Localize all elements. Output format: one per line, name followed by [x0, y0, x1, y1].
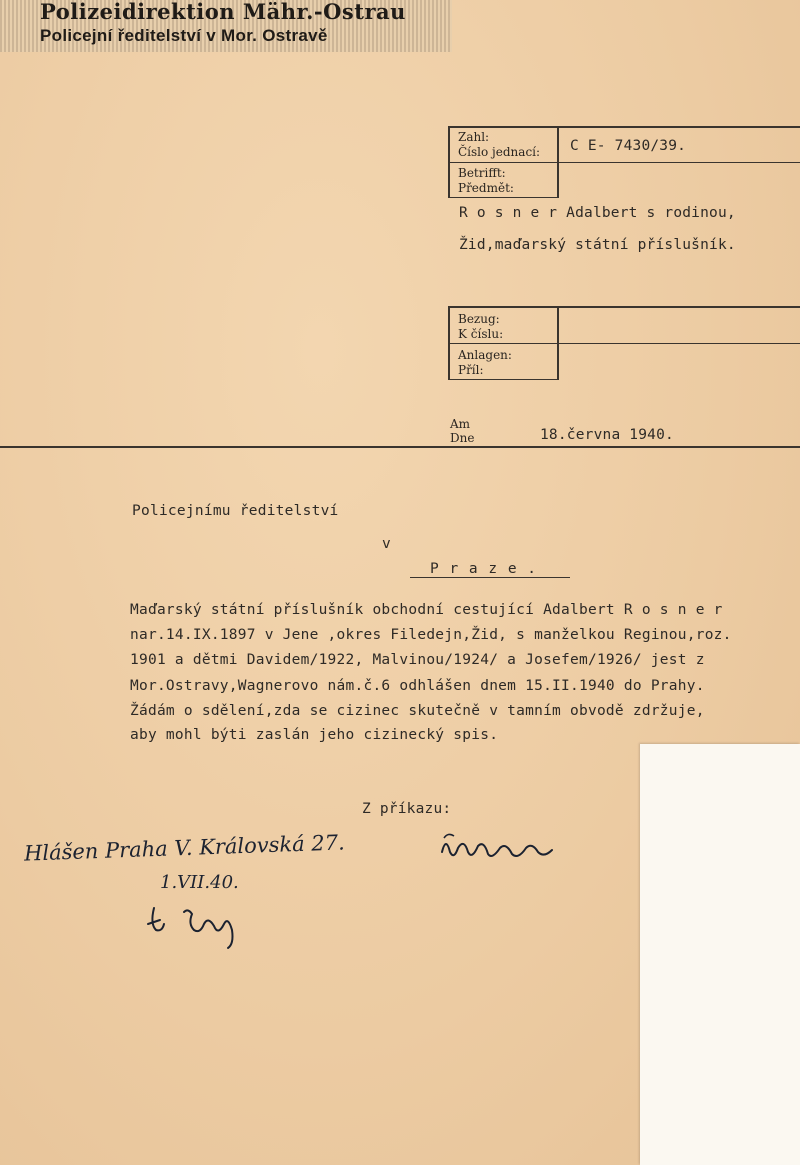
form-rule [448, 379, 558, 380]
body-line-1: Maďarský státní příslušník obchodní cestující Adalbert R o s n e r [130, 602, 723, 618]
form-rule [448, 126, 800, 128]
addressee-city: P r a z e . [430, 561, 538, 577]
date-label-de: Am [450, 417, 471, 431]
betrifft-label-de: Betrifft: [458, 166, 506, 180]
subject-line-2: Žid,maďarský státní příslušník. [459, 237, 736, 253]
form-rule [448, 197, 558, 198]
body-line-6: aby mohl býti zaslán jeho cizinecký spis. [130, 727, 499, 743]
addressee: Policejnímu ředitelství [132, 503, 339, 519]
betrifft-label-cz: Předmět: [458, 181, 514, 195]
initials-signature-icon [142, 890, 252, 950]
anlagen-label-de: Anlagen: [458, 348, 512, 362]
closing: Z příkazu: [362, 801, 452, 817]
date-label-cz: Dne [450, 431, 475, 445]
body-line-3: 1901 a dětmi Davidem/1922, Malvinou/1924/ a Josefem/1926/ jest z [130, 652, 705, 668]
body-line-4: Mor.Ostravy,Wagnerovo nám.č.6 odhlášen dnem 15.II.1940 do Prahy. [130, 678, 705, 694]
attached-paper-slip [640, 744, 800, 1165]
letterhead-line-czech: Policejní ředitelství v Mor. Ostravě [40, 26, 328, 45]
header-divider [0, 446, 800, 448]
document-date: 18.června 1940. [540, 427, 674, 443]
reference-number: C E- 7430/39. [570, 138, 687, 154]
anlagen-label-cz: Příl: [458, 363, 484, 377]
city-underline [410, 577, 570, 578]
handwritten-note-date: 1.VII.40. [160, 872, 239, 893]
subject-line-1: R o s n e r Adalbert s rodinou, [459, 205, 736, 221]
letterhead-stamp [0, 0, 452, 52]
body-line-2: nar.14.IX.1897 v Jene ,okres Filedejn,Žid, s manželkou Reginou,roz. [130, 627, 732, 643]
zahl-label-de: Zahl: [458, 130, 490, 144]
bezug-label-cz: K číslu: [458, 327, 504, 341]
handwritten-note: Hlášen Praha V. Královská 27. [23, 830, 346, 866]
addressee-preposition: v [382, 536, 391, 552]
form-rule [448, 162, 800, 163]
zahl-label-cz: Číslo jednací: [458, 145, 541, 159]
form-rule [448, 306, 800, 308]
bezug-label-de: Bezug: [458, 312, 500, 326]
letterhead-line-german: Polizeidirektion Mähr.-Ostrau [40, 0, 406, 24]
signature-icon [438, 826, 558, 870]
body-line-5: Žádám o sdělení,zda se cizinec skutečně v tamním obvodě zdržuje, [130, 703, 705, 719]
form-rule [448, 343, 800, 344]
